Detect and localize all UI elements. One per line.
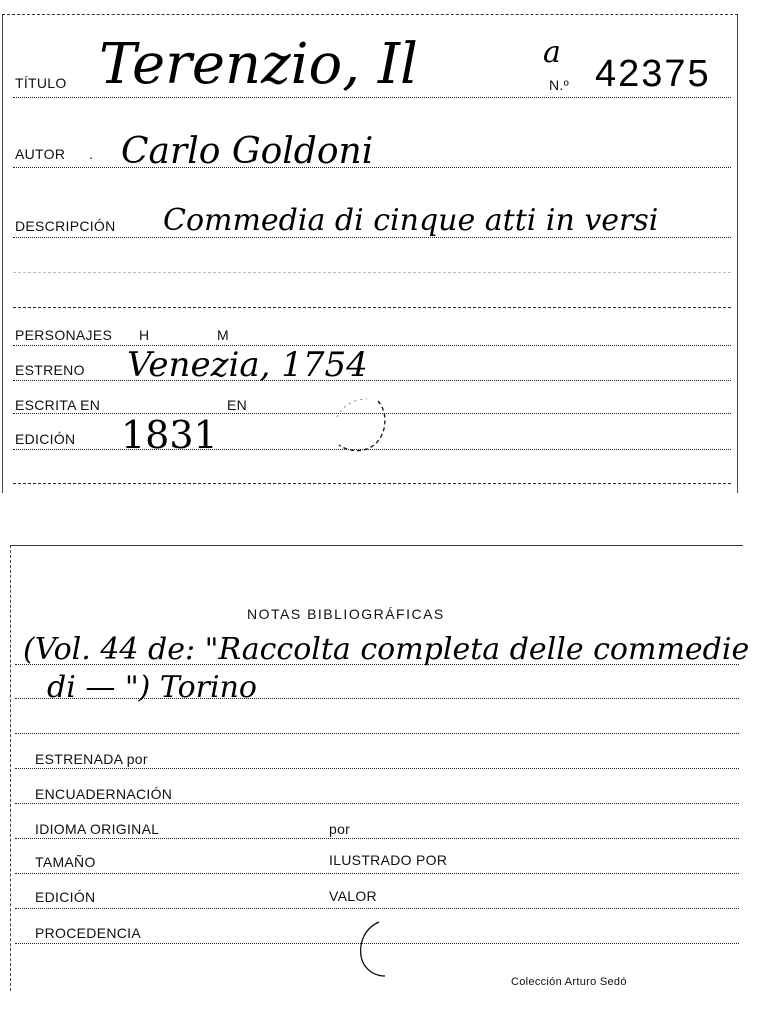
notas-rule-3 xyxy=(15,733,739,734)
encuadernacion-rule xyxy=(15,803,739,804)
ilustrado-label: ILUSTRADO POR xyxy=(329,852,448,868)
por-label: por xyxy=(329,821,351,837)
titulo-value: Terenzio, Il xyxy=(99,32,418,97)
idioma-label: IDIOMA ORIGINAL xyxy=(35,821,160,837)
escrita-label: ESCRITA EN xyxy=(15,397,101,413)
escrita-en2-label: EN xyxy=(227,397,248,413)
section-divider xyxy=(13,307,731,308)
bottom-rule xyxy=(13,483,731,484)
procedencia-label: PROCEDENCIA xyxy=(35,925,141,941)
encuadernacion-label: ENCUADERNACIÓN xyxy=(35,786,173,802)
edicion-value: 1831 xyxy=(121,413,218,457)
valor-label: VALOR xyxy=(329,888,377,904)
punch-hole-mark xyxy=(323,393,393,463)
estrenada-label: ESTRENADA por xyxy=(35,751,148,767)
idioma-rule xyxy=(15,838,739,839)
catalog-card-top xyxy=(2,14,738,493)
descripcion-value: Commedia di cinque atti in versi xyxy=(163,203,659,238)
descripcion-rule-2 xyxy=(13,272,731,273)
descripcion-label: DESCRIPCIÓN xyxy=(15,218,116,234)
personajes-m-label: M xyxy=(217,327,229,343)
coleccion-label: Colección Arturo Sedó xyxy=(511,976,627,988)
tamano-rule xyxy=(15,873,739,874)
edicion-label-bottom: EDICIÓN xyxy=(35,889,96,905)
punch-hole-mark-bottom xyxy=(351,918,411,982)
personajes-h-label: H xyxy=(139,327,150,343)
titulo-label: TÍTULO xyxy=(15,75,67,91)
numero-value: 42375 xyxy=(595,53,711,95)
notas-title: NOTAS BIBLIOGRÁFICAS xyxy=(247,606,445,622)
edicion2-rule xyxy=(15,908,739,909)
autor-dot: . xyxy=(89,146,94,162)
notas-line-1: (Vol. 44 de: "Raccolta completa delle commedie xyxy=(23,632,750,667)
estreno-value: Venezia, 1754 xyxy=(127,345,368,385)
estreno-label: ESTRENO xyxy=(15,362,85,378)
numero-label: N.º xyxy=(549,77,570,93)
tamano-label: TAMAÑO xyxy=(35,854,96,870)
autor-label: AUTOR xyxy=(15,146,66,162)
autor-value: Carlo Goldoni xyxy=(121,131,374,172)
notas-line-2: di — ") Torino xyxy=(47,670,257,705)
titulo-rule xyxy=(13,97,731,98)
edicion-label: EDICIÓN xyxy=(15,431,76,447)
personajes-rule xyxy=(13,345,731,346)
personajes-label: PERSONAJES xyxy=(15,327,113,343)
catalog-card-bottom xyxy=(10,545,750,991)
estrenada-rule xyxy=(15,768,739,769)
numero-prefix: a xyxy=(543,35,561,70)
estreno-rule xyxy=(13,380,731,381)
